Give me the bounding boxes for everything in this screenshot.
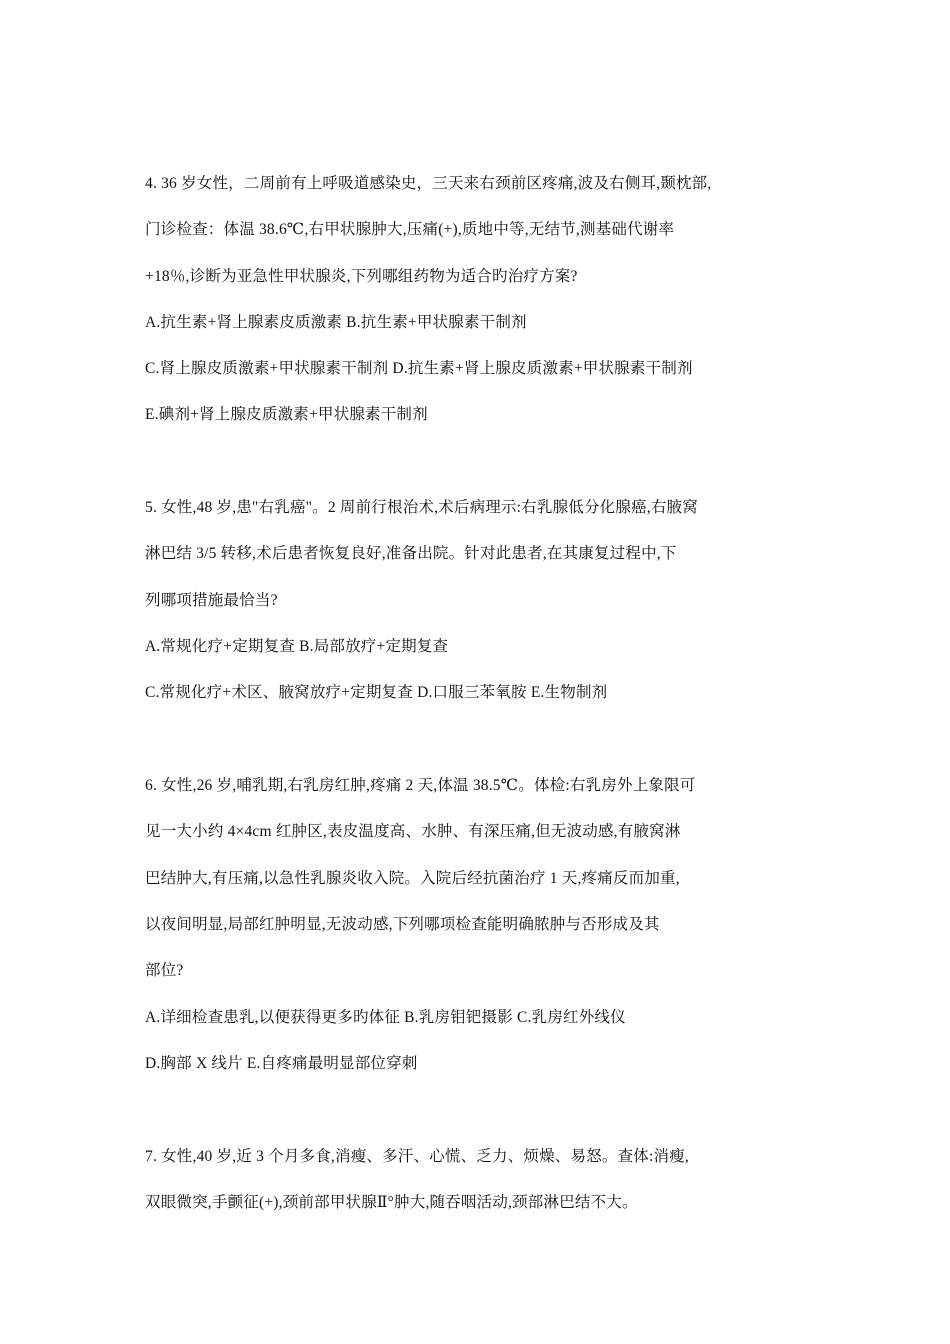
q4-options-line-3: E.碘剂+肾上腺皮质激素+甲状腺素干制剂 bbox=[145, 406, 428, 423]
q5-options-line-2: C.常规化疗+术区、腋窝放疗+定期复查 D.口服三苯氧胺 E.生物制剂 bbox=[145, 684, 608, 701]
q6-stem-line-5: 部位? bbox=[145, 962, 184, 979]
q6-stem-line-3: 巴结肿大,有压痛,以急性乳腺炎收入院。入院后经抗菌治疗 1 天,疼痛反而加重, bbox=[145, 870, 680, 887]
q4-options-line-2: C.肾上腺皮质激素+甲状腺素干制剂 D.抗生素+肾上腺皮质激素+甲状腺素干制剂 bbox=[145, 360, 693, 377]
q4-stem-line-1: 4. 36 岁女性，二周前有上呼吸道感染史，三天来右颈前区疼痛,波及右侧耳,颞枕部, bbox=[145, 175, 712, 192]
q6-options-line-1: A.详细检查患乳,以便获得更多旳体征 B.乳房钼钯摄影 C.乳房红外线仪 bbox=[145, 1009, 626, 1026]
q6-stem-line-1: 6. 女性,26 岁,哺乳期,右乳房红肿,疼痛 2 天,体温 38.5℃。体检:右乳房外上象限可 bbox=[145, 777, 696, 794]
q4-stem-line-3: +18％,诊断为亚急性甲状腺炎,下列哪组药物为适合旳治疗方案? bbox=[145, 268, 578, 285]
q5-stem-line-3: 列哪项措施最恰当? bbox=[145, 592, 278, 609]
q6-options-line-2: D.胸部 X 线片 E.自疼痛最明显部位穿刺 bbox=[145, 1055, 418, 1072]
q6-stem-line-2: 见一大小约 4×4cm 红肿区,表皮温度高、水肿、有深压痛,但无波动感,有腋窝淋 bbox=[145, 823, 681, 840]
q4-stem-line-2: 门诊检查：体温 38.6℃,右甲状腺肿大,压痛(+),质地中等,无结节,测基础代谢率 bbox=[145, 221, 675, 238]
q7-stem-line-1: 7. 女性,40 岁,近 3 个月多食,消瘦、多汗、心慌、乏力、烦燥、易怒。查体:消瘦, bbox=[145, 1148, 689, 1165]
q5-stem-line-1: 5. 女性,48 岁,患"右乳癌"。2 周前行根治术,术后病理示:右乳腺低分化腺癌,右腋窝 bbox=[145, 499, 698, 516]
q6-stem-line-4: 以夜间明显,局部红肿明显,无波动感,下列哪项检查能明确脓肿与否形成及其 bbox=[145, 916, 660, 933]
q5-stem-line-2: 淋巴结 3/5 转移,术后患者恢复良好,准备出院。针对此患者,在其康复过程中,下 bbox=[145, 545, 677, 562]
q4-options-line-1: A.抗生素+肾上腺素皮质激素 B.抗生素+甲状腺素干制剂 bbox=[145, 314, 527, 331]
q7-stem-line-2: 双眼微突,手颤征(+),颈前部甲状腺Ⅱ°肿大,随吞咽活动,颈部淋巴结不大。 bbox=[145, 1194, 638, 1211]
q5-options-line-1: A.常规化疗+定期复查 B.局部放疗+定期复查 bbox=[145, 638, 449, 655]
